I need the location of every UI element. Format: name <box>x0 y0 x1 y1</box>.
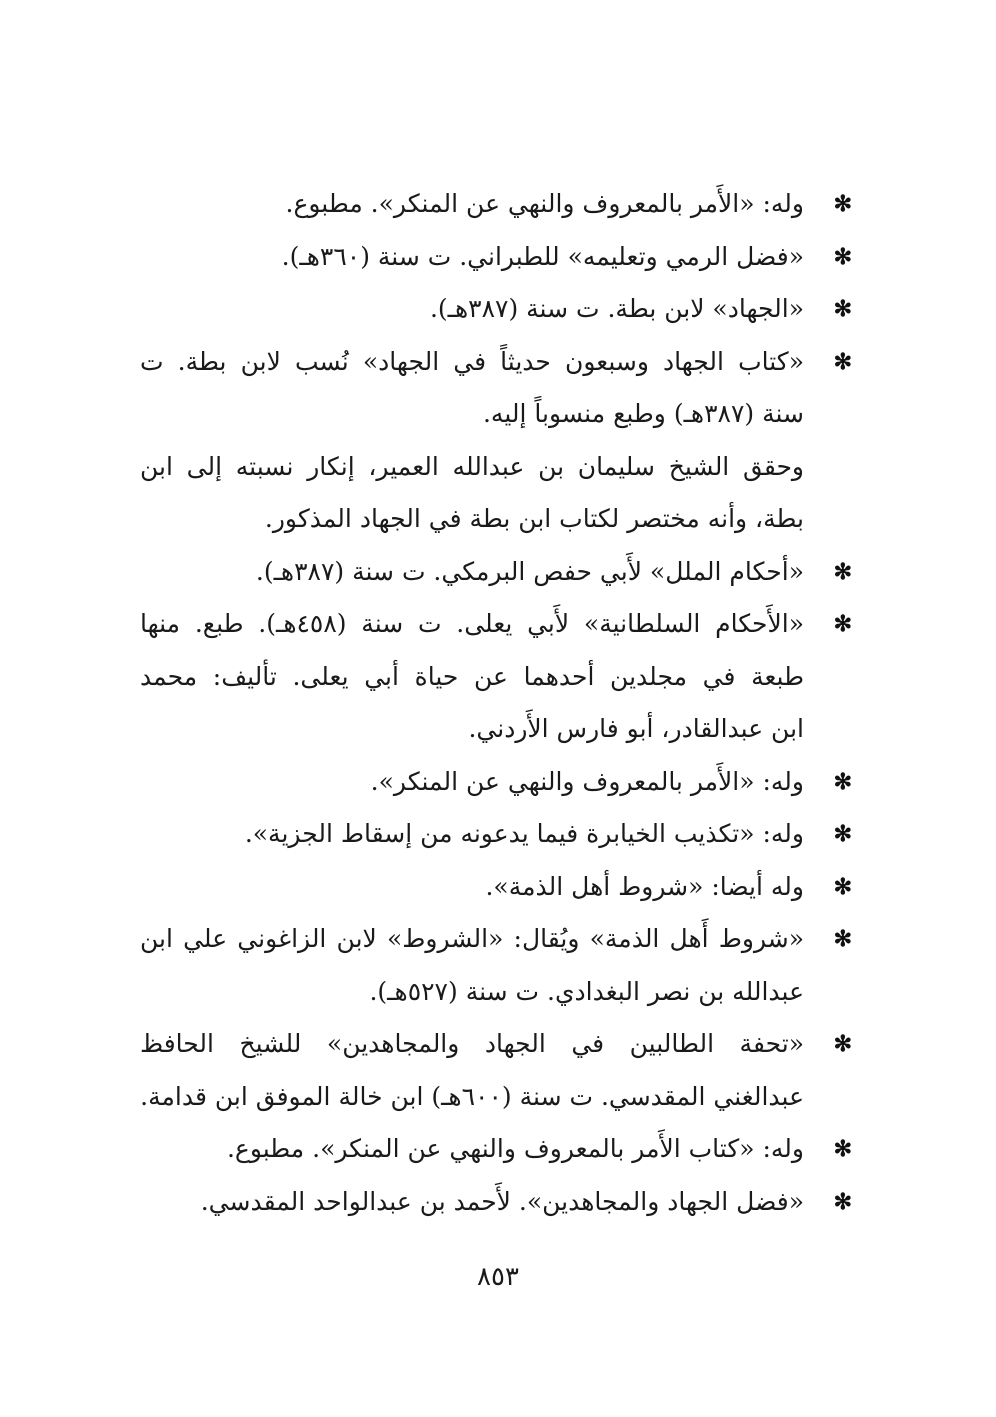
bulleted-entry-line <box>140 283 870 336</box>
bibliography-list <box>140 178 870 1228</box>
bulleted-entry-line <box>140 1018 870 1071</box>
bulleted-entry-line <box>140 808 870 861</box>
page-number: ٨٥٣ <box>477 1262 519 1292</box>
entry-text: «فضل الرمي وتعليمه» للطبراني. ت سنة (٣٦٠هـ). <box>281 241 804 271</box>
asterisk-bullet-icon: ✻ <box>833 243 852 270</box>
bulleted-entry-line <box>140 1123 870 1176</box>
entry-text: «شروط أَهل الذمة» ويُقال: «الشروط» لابن الزاغوني علي ابن <box>140 924 804 953</box>
continuation-line <box>140 493 870 546</box>
bulleted-entry-line <box>140 1176 870 1229</box>
bulleted-entry-line <box>140 231 870 284</box>
continuation-line <box>140 703 870 756</box>
asterisk-bullet-icon: ✻ <box>833 1188 852 1215</box>
entry-text: «الأَحكام السلطانية» لأَبي يعلى. ت سنة (٤٥٨هـ). طبع. منها <box>140 609 804 638</box>
continuation-line <box>140 441 870 494</box>
entry-text: وحقق الشيخ سليمان بن عبدالله العمير، إنكار نسبته إلى ابن <box>140 451 804 481</box>
bulleted-entry-line <box>140 598 870 651</box>
entry-text: بطة، وأنه مختصر لكتاب ابن بطة في الجهاد المذكور. <box>264 504 804 533</box>
asterisk-bullet-icon: ✻ <box>833 821 852 847</box>
asterisk-bullet-icon: ✻ <box>833 296 852 322</box>
bulleted-entry-line <box>140 913 870 966</box>
bulleted-entry-line <box>140 336 870 389</box>
bulleted-entry-line <box>140 861 870 914</box>
bulleted-entry-line <box>140 546 870 599</box>
asterisk-bullet-icon: ✻ <box>833 611 852 637</box>
bulleted-entry-line <box>140 178 870 231</box>
bulleted-entry-line <box>140 756 870 809</box>
asterisk-bullet-icon: ✻ <box>833 348 852 375</box>
entry-text: ابن عبدالقادر، أبو فارس الأَردني. <box>468 714 804 743</box>
asterisk-bullet-icon: ✻ <box>833 926 852 952</box>
entry-text: وله: «كتاب الأَمر بالمعروف والنهي عن المنكر». مطبوع. <box>226 1134 804 1163</box>
asterisk-bullet-icon: ✻ <box>833 768 852 795</box>
entry-text: وله أيضا: «شروط أهل الذمة». <box>485 871 804 901</box>
entry-text: طبعة في مجلدين أحدهما عن حياة أبي يعلى. تأليف: محمد <box>140 661 804 691</box>
entry-text: وله: «تكذيب الخيابرة فيما يدعونه من إسقاط الجزية». <box>244 819 804 848</box>
asterisk-bullet-icon: ✻ <box>833 1031 852 1057</box>
entry-text: «أحكام الملل» لأَبي حفص البرمكي. ت سنة (٣٨٧هـ). <box>255 556 804 586</box>
continuation-line <box>140 966 870 1019</box>
entry-text: «فضل الجهاد والمجاهدين». لأَحمد بن عبدالواحد المقدسي. <box>200 1186 804 1216</box>
entry-text: سنة (٣٨٧هـ) وطبع منسوباً إليه. <box>482 399 804 428</box>
entry-text: عبدالله بن نصر البغدادي. ت سنة (٥٢٧هـ). <box>369 976 804 1006</box>
continuation-line <box>140 1071 870 1124</box>
asterisk-bullet-icon: ✻ <box>833 558 852 585</box>
entry-text: وله: «الأَمر بالمعروف والنهي عن المنكر». <box>370 766 804 796</box>
continuation-line <box>140 388 870 441</box>
entry-text: «كتاب الجهاد وسبعون حديثاً في الجهاد» نُسب لابن بطة. ت <box>140 346 804 376</box>
continuation-line <box>140 651 870 704</box>
entry-text: «الجهاد» لابن بطة. ت سنة (٣٨٧هـ). <box>429 294 804 323</box>
entry-text: «تحفة الطالبين في الجهاد والمجاهدين» للشيخ الحافظ <box>140 1029 804 1058</box>
asterisk-bullet-icon: ✻ <box>833 191 852 217</box>
asterisk-bullet-icon: ✻ <box>833 1136 852 1162</box>
entry-text: وله: «الأَمر بالمعروف والنهي عن المنكر». مطبوع. <box>285 189 804 218</box>
asterisk-bullet-icon: ✻ <box>833 873 852 900</box>
entry-text: عبدالغني المقدسي. ت سنة (٦٠٠هـ) ابن خالة الموفق ابن قدامة. <box>140 1081 804 1111</box>
